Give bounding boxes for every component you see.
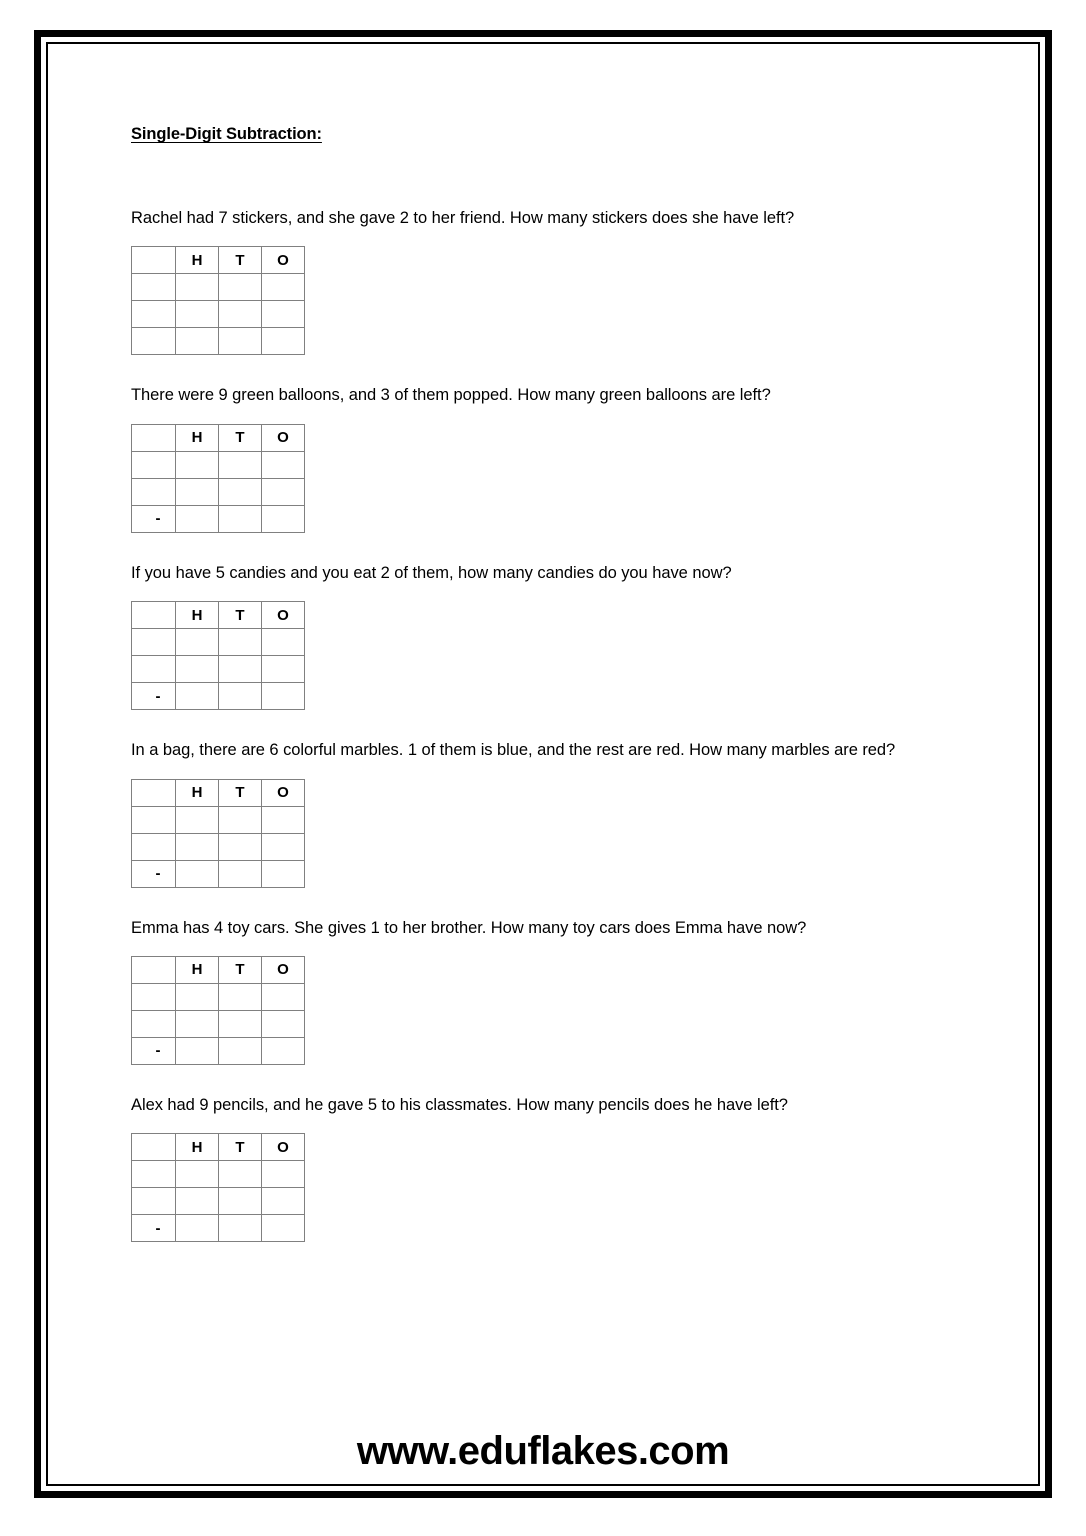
grid-answer-cell[interactable] [219,860,262,887]
grid-answer-cell[interactable] [219,505,262,532]
grid-row [132,833,305,860]
grid-answer-cell[interactable] [176,328,219,355]
problem-item [131,1091,966,1242]
grid-answer-cell[interactable] [132,1010,176,1037]
grid-answer-cell[interactable] [176,1188,219,1215]
grid-answer-cell[interactable] [176,806,219,833]
grid-header-t: T [219,602,262,629]
grid-row [132,328,305,355]
grid-header-h: H [176,779,219,806]
grid-minus-sign: - [132,505,176,532]
grid-answer-cell[interactable] [176,274,219,301]
problem-item [131,204,966,355]
problem-question-text: Alex had 9 pencils, and he gave 5 to his classmates. How many pencils does he have left? [131,1095,788,1114]
grid-answer-cell[interactable] [219,1161,262,1188]
grid-answer-cell[interactable] [262,629,305,656]
grid-answer-cell[interactable] [132,1188,176,1215]
grid-answer-cell[interactable] [176,629,219,656]
footer-website: www.eduflakes.com [356,1429,730,1473]
grid-minus-sign: - [132,1037,176,1064]
grid-header-o: O [262,424,305,451]
grid-answer-cell[interactable] [262,505,305,532]
problem-item [131,914,966,1065]
grid-header-row [132,956,305,983]
grid-answer-cell[interactable] [176,478,219,505]
grid-row [132,629,305,656]
grid-header-row [132,1134,305,1161]
grid-answer-cell[interactable] [176,860,219,887]
grid-minus-sign: - [132,860,176,887]
grid-row [132,451,305,478]
grid-answer-cell[interactable] [132,833,176,860]
grid-header-h: H [176,1134,219,1161]
grid-answer-cell[interactable] [219,1010,262,1037]
problem-question-text: If you have 5 candies and you eat 2 of them, how many candies do you have now? [131,563,732,582]
grid-answer-cell[interactable] [176,1161,219,1188]
grid-row [132,301,305,328]
grid-minus-sign: - [132,683,176,710]
grid-answer-cell[interactable] [219,328,262,355]
grid-header-o: O [262,1134,305,1161]
grid-header-o: O [262,956,305,983]
grid-answer-cell[interactable] [262,451,305,478]
problem-question-text: There were 9 green balloons, and 3 of them popped. How many green balloons are left? [131,386,771,405]
grid-answer-cell[interactable] [132,328,176,355]
grid-answer-cell[interactable] [219,629,262,656]
grid-row [132,806,305,833]
place-value-grid [131,424,305,533]
grid-row [132,478,305,505]
worksheet-content [131,125,966,1268]
grid-row [132,1215,305,1242]
grid-header-blank [132,1134,176,1161]
grid-row [132,274,305,301]
grid-answer-cell[interactable] [262,983,305,1010]
grid-answer-cell[interactable] [219,451,262,478]
grid-answer-cell[interactable] [132,478,176,505]
grid-row [132,1010,305,1037]
grid-answer-cell[interactable] [176,983,219,1010]
grid-answer-cell[interactable] [262,860,305,887]
grid-header-t: T [219,424,262,451]
grid-answer-cell[interactable] [132,983,176,1010]
grid-header-row [132,247,305,274]
grid-answer-cell[interactable] [219,1037,262,1064]
grid-answer-cell[interactable] [132,1161,176,1188]
grid-answer-cell[interactable] [262,1188,305,1215]
grid-answer-cell[interactable] [219,301,262,328]
grid-minus-sign: - [132,1215,176,1242]
grid-header-blank [132,424,176,451]
grid-answer-cell[interactable] [219,683,262,710]
grid-answer-cell[interactable] [262,833,305,860]
grid-answer-cell[interactable] [176,1037,219,1064]
grid-row [132,1161,305,1188]
grid-answer-cell[interactable] [219,983,262,1010]
grid-answer-cell[interactable] [262,301,305,328]
grid-answer-cell[interactable] [176,1215,219,1242]
grid-answer-cell[interactable] [262,683,305,710]
grid-header-h: H [176,247,219,274]
grid-answer-cell[interactable] [219,833,262,860]
problem-question-text: Rachel had 7 stickers, and she gave 2 to her friend. How many stickers does she have left? [131,209,795,227]
grid-answer-cell[interactable] [176,1010,219,1037]
grid-header-o: O [262,602,305,629]
grid-answer-cell[interactable] [262,274,305,301]
grid-answer-cell[interactable] [132,274,176,301]
grid-header-blank [132,956,176,983]
problem-item [131,559,966,710]
grid-answer-cell[interactable] [132,451,176,478]
grid-row [132,683,305,710]
grid-header-row [132,424,305,451]
grid-answer-cell[interactable] [176,833,219,860]
grid-answer-cell[interactable] [219,1188,262,1215]
problem-question-text: Emma has 4 toy cars. She gives 1 to her brother. How many toy cars does Emma have now? [131,918,807,937]
grid-header-h: H [176,956,219,983]
place-value-grid [131,601,305,710]
place-value-grid [131,779,305,888]
grid-answer-cell[interactable] [262,806,305,833]
grid-header-t: T [219,779,262,806]
problem-item [131,736,966,887]
grid-answer-cell[interactable] [176,656,219,683]
grid-answer-cell[interactable] [176,683,219,710]
grid-header-row [132,779,305,806]
grid-row [132,1188,305,1215]
grid-answer-cell[interactable] [176,451,219,478]
grid-header-o: O [262,779,305,806]
grid-header-t: T [219,247,262,274]
grid-header-blank [132,602,176,629]
grid-header-h: H [176,602,219,629]
grid-answer-cell[interactable] [132,301,176,328]
grid-answer-cell[interactable] [262,478,305,505]
grid-header-blank [132,779,176,806]
grid-answer-cell[interactable] [219,1215,262,1242]
grid-answer-cell[interactable] [132,656,176,683]
grid-header-blank [132,247,176,274]
grid-answer-cell[interactable] [262,1215,305,1242]
grid-answer-cell[interactable] [262,1161,305,1188]
grid-answer-cell[interactable] [262,656,305,683]
grid-answer-cell[interactable] [176,505,219,532]
place-value-grid [131,956,305,1065]
grid-header-t: T [219,956,262,983]
grid-answer-cell[interactable] [219,656,262,683]
place-value-grid [131,1133,305,1242]
grid-header-t: T [219,1134,262,1161]
grid-row [132,505,305,532]
grid-row [132,1037,305,1064]
page-title: Single-Digit Subtraction: [131,125,322,143]
grid-answer-cell[interactable] [219,274,262,301]
grid-answer-cell[interactable] [262,328,305,355]
problem-list [131,204,966,1242]
grid-answer-cell[interactable] [219,806,262,833]
grid-row [132,860,305,887]
place-value-grid [131,246,305,355]
grid-header-o: O [262,247,305,274]
grid-answer-cell[interactable] [262,1010,305,1037]
problem-question-text: In a bag, there are 6 colorful marbles. 1 of them is blue, and the rest are red. How many marbles are red? [131,741,896,760]
problem-item [131,381,966,532]
grid-answer-cell[interactable] [132,806,176,833]
grid-row [132,983,305,1010]
grid-answer-cell[interactable] [176,301,219,328]
grid-header-row [132,602,305,629]
grid-answer-cell[interactable] [132,629,176,656]
grid-answer-cell[interactable] [262,1037,305,1064]
grid-header-h: H [176,424,219,451]
grid-row [132,656,305,683]
grid-answer-cell[interactable] [219,478,262,505]
